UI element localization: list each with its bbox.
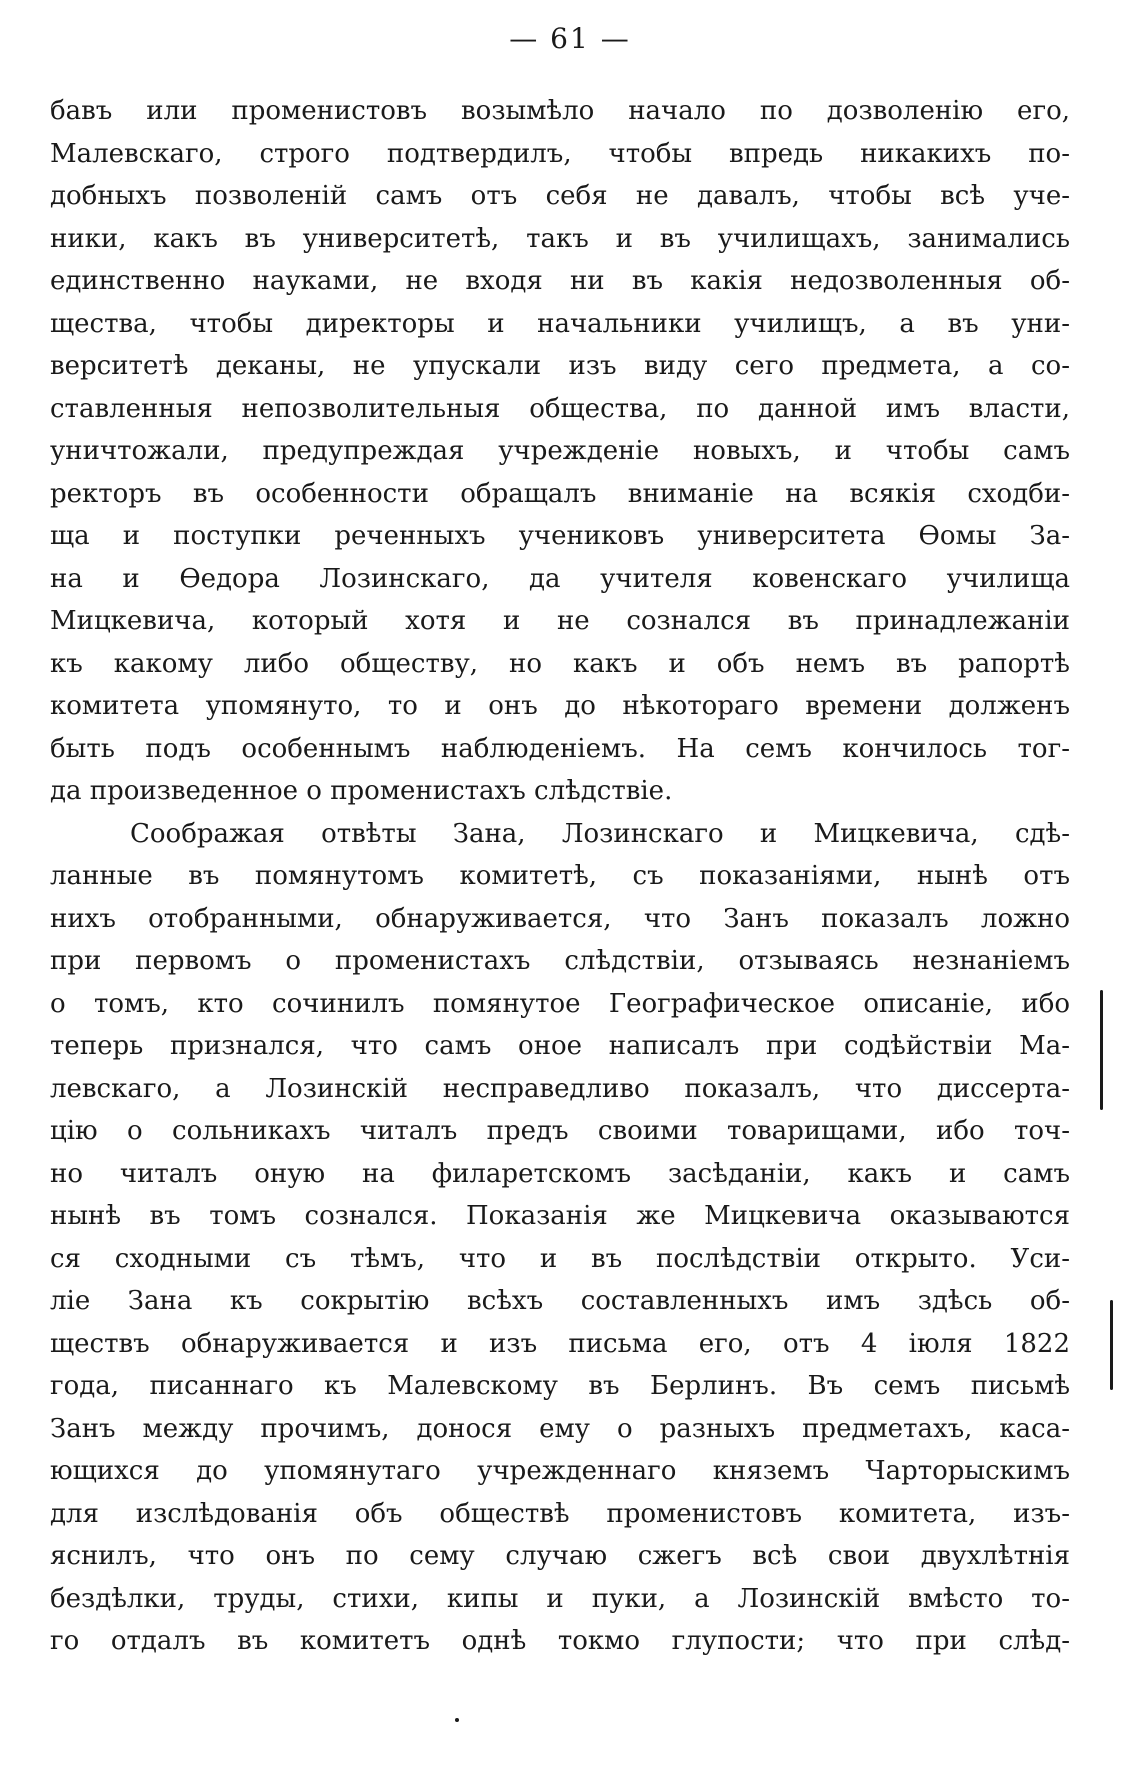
text-line: единственно науками, не входя ни въ какія недозволенныя об- [50, 266, 1070, 296]
text-line: теперь признался, что самъ оное написалъ при содѣйствіи Ма- [50, 1031, 1070, 1061]
text-line: левскаго, а Лозинскій несправедливо показалъ, что диссерта- [50, 1073, 1070, 1104]
text-line: комитета упомянуто, то и онъ до нѣкотораго времени долженъ [50, 691, 1070, 721]
text-line: нынѣ въ томъ сознался. Показанія же Мицкевича оказываются [50, 1201, 1070, 1231]
text-line: для изслѣдованія объ обществѣ променистовъ комитета, изъ- [50, 1498, 1070, 1529]
text-line: ники, какъ въ университетѣ, такъ и въ училищахъ, занимались [50, 223, 1070, 254]
body-text [50, 90, 1070, 1663]
paragraph-start-line: Соображая отвѣты Зана, Лозинскаго и Мицкевича, сдѣ- [130, 818, 1070, 849]
text-line: добныхъ позволеній самъ отъ себя не давалъ, чтобы всѣ уче- [50, 181, 1070, 211]
ink-dot [455, 1718, 459, 1722]
text-line: бездѣлки, труды, стихи, кипы и пуки, а Лозинскій вмѣсто то- [50, 1583, 1070, 1614]
text-line: на и Ѳедора Лозинскаго, да учителя ковенскаго училища [50, 563, 1070, 594]
text-line: года, писаннаго къ Малевскому въ Берлинъ. Въ семъ письмѣ [50, 1371, 1070, 1401]
text-line: къ какому либо обществу, но какъ и объ немъ въ рапортѣ [50, 648, 1070, 679]
text-line: ющихся до упомянутаго учрежденнаго княземъ Чарторыскимъ [50, 1456, 1070, 1486]
text-line: Мицкевича, который хотя и не сознался въ принадлежаніи [50, 606, 1070, 636]
text-line: ректоръ въ особенности обращалъ вниманіе на всякія сходби- [50, 478, 1070, 509]
text-line: бавъ или променистовъ возымѣло начало по дозволенію его, [50, 96, 1070, 126]
text-line: быть подъ особеннымъ наблюденіемъ. На семъ кончилось тог- [50, 733, 1070, 764]
text-line: цію о сольникахъ читалъ предъ своими товарищами, ибо точ- [50, 1116, 1070, 1146]
text-line: уничтожали, предупреждая учрежденіе новыхъ, и чтобы самъ [50, 436, 1070, 466]
text-line: ществъ обнаруживается и изъ письма его, отъ 4 іюля 1822 [50, 1328, 1070, 1359]
text-line: ліе Зана къ сокрытію всѣхъ составленныхъ имъ здѣсь об- [50, 1286, 1070, 1316]
text-line: ся сходными съ тѣмъ, что и въ послѣдствіи открыто. Уси- [50, 1243, 1070, 1274]
text-line: при первомъ о променистахъ слѣдствіи, отзываясь незнаніемъ [50, 946, 1070, 976]
text-line: но читалъ оную на филаретскомъ засѣданіи, какъ и самъ [50, 1158, 1070, 1189]
text-line: верситетѣ деканы, не упускали изъ виду сего предмета, а со- [50, 351, 1070, 381]
paragraph-end-line: да произведенное о променистахъ слѣдствіе. [50, 776, 673, 806]
text-line: Занъ между прочимъ, донося ему о разныхъ предметахъ, каса- [50, 1413, 1070, 1444]
margin-mark [1110, 1300, 1113, 1390]
text-line: ща и поступки реченныхъ учениковъ университета Ѳомы За- [50, 521, 1070, 551]
text-line: ставленныя непозволительныя общества, по данной имъ власти, [50, 393, 1070, 424]
text-line: нихъ отобранными, обнаруживается, что Занъ показалъ ложно [50, 903, 1070, 934]
text-line: го отдалъ въ комитетъ однѣ токмо глупости; что при слѣд- [50, 1626, 1070, 1656]
margin-mark [1100, 990, 1103, 1110]
page-number: — 61 — [509, 22, 631, 55]
text-line: Малевскаго, строго подтвердилъ, чтобы впредь никакихъ по- [50, 138, 1070, 169]
text-line: яснилъ, что онъ по сему случаю сжегъ всѣ свои двухлѣтнія [50, 1541, 1070, 1571]
text-line: ланные въ помянутомъ комитетѣ, съ показаніями, нынѣ отъ [50, 861, 1070, 891]
text-line: щества, чтобы директоры и начальники училищъ, а въ уни- [50, 308, 1070, 339]
text-line: о томъ, кто сочинилъ помянутое Географическое описаніе, ибо [50, 988, 1070, 1019]
